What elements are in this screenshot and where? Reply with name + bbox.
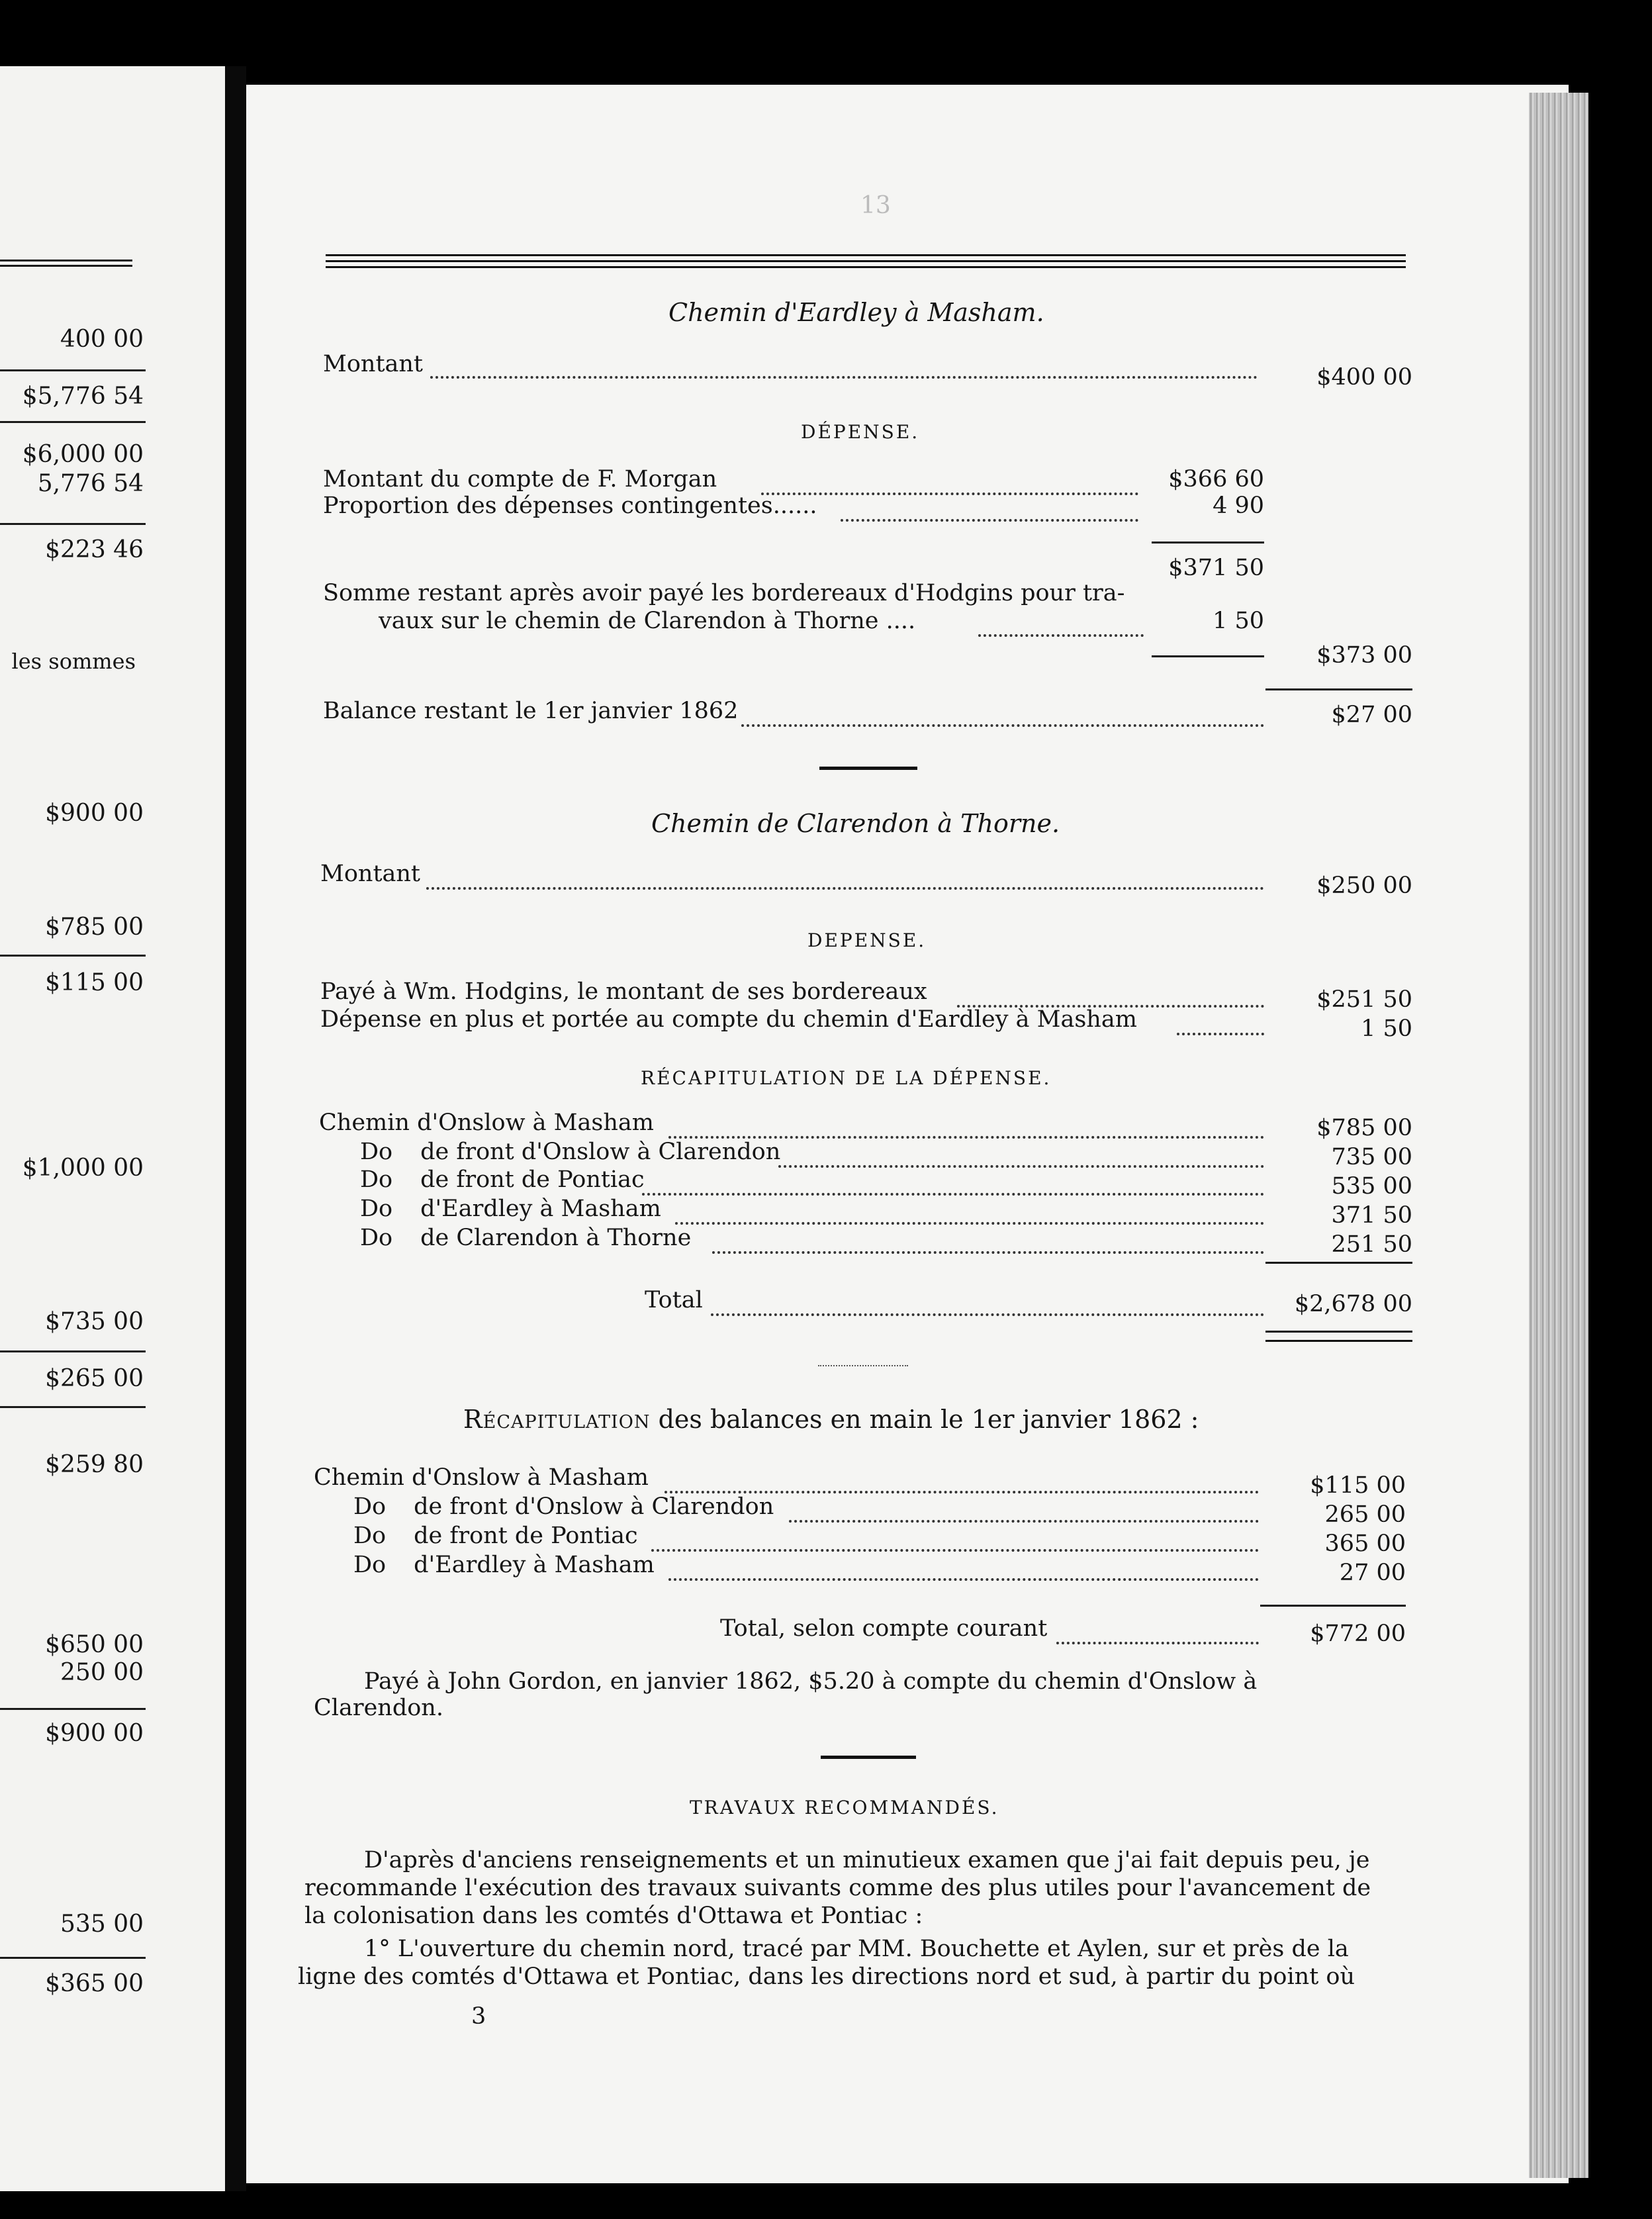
left-rule: [0, 421, 146, 423]
left-value: $900 00: [45, 1720, 144, 1747]
left-page-fragment: [0, 66, 228, 2191]
left-value: $900 00: [45, 800, 144, 827]
balance-row-label: d'Eardley à Masham: [414, 1552, 655, 1578]
travaux-heading: TRAVAUX RECOMMANDÉS.: [690, 1797, 999, 1818]
balance-row-value: $115 00: [1310, 1472, 1406, 1499]
montant-label: Montant: [323, 351, 423, 377]
left-rule: [0, 523, 146, 525]
depense-en-plus-value: 1 50: [1361, 1015, 1412, 1042]
recap-balances-heading-rest: des balances en main le 1er janvier 1862 :: [658, 1405, 1199, 1434]
travaux-p2-line2: ligne des comtés d'Ottawa et Pontiac, dans les directions nord et sud, à partir du point où: [298, 1963, 1355, 1990]
gordon-note-line1: Payé à John Gordon, en janvier 1862, $5.20 à compte du chemin d'Onslow à: [364, 1668, 1258, 1695]
left-value: 400 00: [60, 326, 144, 353]
signature-mark: 3: [471, 2003, 486, 2030]
left-rule: [0, 1708, 146, 1710]
balance-row: [314, 1464, 649, 1491]
section-title-clarendon: Chemin de Clarendon à Thorne.: [651, 809, 1060, 838]
leader-dots: [841, 519, 1138, 522]
recap-balances-heading-sc: Récapitulation: [463, 1405, 651, 1434]
recap-row: [360, 1196, 661, 1222]
balances-total-label: Total, selon compte courant: [720, 1615, 1048, 1642]
recap-row-label: d'Eardley à Masham: [420, 1196, 661, 1222]
recap-row: [360, 1225, 691, 1251]
left-value: $1,000 00: [22, 1155, 144, 1182]
recap-total-double-rule: [1265, 1340, 1412, 1342]
travaux-p1-line3: la colonisation dans les comtés d'Ottawa et Pontiac :: [304, 1903, 923, 1929]
left-rule: [0, 955, 146, 957]
total-rule: [1152, 655, 1264, 657]
contingentes-value: 4 90: [1213, 493, 1264, 519]
leader-dots: [651, 1549, 1259, 1552]
balance-row: [353, 1552, 655, 1578]
section-divider: [819, 767, 917, 770]
left-value: $6,000 00: [22, 441, 144, 468]
leader-dots: [1177, 1033, 1264, 1035]
somme-line1: Somme restant après avoir payé les bordereaux d'Hodgins pour tra-: [323, 580, 1125, 606]
recap-total-rule: [1265, 1262, 1412, 1264]
balance-row-value: 265 00: [1324, 1501, 1406, 1528]
left-value: $115 00: [45, 969, 144, 996]
recap-row-prefix: Chemin: [319, 1110, 410, 1136]
recap-total-double-rule: [1265, 1331, 1412, 1333]
balance-rule: [1265, 688, 1412, 690]
leader-dots: [778, 1165, 1264, 1168]
balances-total-rule: [1260, 1605, 1406, 1607]
left-value: 250 00: [60, 1659, 144, 1686]
left-rule: [0, 1406, 146, 1408]
recap-row-value: 735 00: [1331, 1144, 1412, 1170]
left-value: $259 80: [45, 1451, 144, 1478]
left-value: $5,776 54: [22, 383, 144, 410]
leader-dots: [978, 634, 1144, 637]
page-edge: [1529, 93, 1588, 2178]
recap-total-label: Total: [645, 1287, 703, 1313]
somme-value: 1 50: [1213, 608, 1264, 634]
recap-row-value: 371 50: [1331, 1202, 1412, 1229]
travaux-p1-line2: recommande l'exécution des travaux suivants comme des plus utiles pour l'avancement de: [304, 1875, 1371, 1901]
small-ornament-rule: [818, 1365, 908, 1366]
leader-dots: [426, 887, 1264, 890]
header-double-rule: [326, 254, 1406, 272]
hodgins-label: Payé à Wm. Hodgins, le montant de ses bordereaux: [320, 978, 927, 1005]
gordon-note-line2: Clarendon.: [314, 1695, 443, 1721]
balance-row-value: 365 00: [1324, 1531, 1406, 1557]
recap-row-label: de front d'Onslow à Clarendon: [420, 1139, 781, 1165]
montant-value-2: $250 00: [1316, 873, 1412, 899]
leader-dots: [430, 376, 1258, 379]
recap-row: [360, 1139, 780, 1165]
leader-dots: [712, 1251, 1264, 1254]
leader-dots: [1056, 1642, 1259, 1644]
left-value: 5,776 54: [37, 470, 144, 497]
left-value: $265 00: [45, 1365, 144, 1392]
balance-row-label: de front d'Onslow à Clarendon: [414, 1493, 774, 1520]
balances-total-value: $772 00: [1310, 1621, 1406, 1647]
balance-value: $27 00: [1331, 702, 1412, 728]
recap-row: [360, 1166, 645, 1193]
recap-row-prefix: Do: [360, 1139, 393, 1165]
left-rule: [0, 1957, 146, 1959]
contingentes-label: Proportion des dépenses contingentes......: [323, 493, 817, 519]
travaux-p1-line1: D'après d'anciens renseignements et un minutieux examen que j'ai fait depuis peu, je: [364, 1847, 1370, 1873]
depense-heading-2: DEPENSE.: [807, 929, 927, 951]
montant-value: $400 00: [1316, 364, 1412, 391]
leader-dots: [789, 1520, 1259, 1523]
depense-total-value: $373 00: [1316, 642, 1412, 669]
recap-balances-heading: [463, 1405, 1199, 1434]
left-value: $223 46: [45, 536, 144, 563]
morgan-label: Montant du compte de F. Morgan: [323, 466, 717, 493]
recap-row: [319, 1110, 654, 1136]
section-title-eardley: Chemin d'Eardley à Masham.: [668, 298, 1044, 327]
recap-row-prefix: Do: [360, 1196, 393, 1222]
section-divider: [821, 1756, 916, 1759]
leader-dots: [741, 724, 1264, 727]
left-rule: [0, 1350, 146, 1352]
depense-heading: DÉPENSE.: [801, 421, 920, 443]
balance-row-prefix: Chemin: [314, 1464, 404, 1491]
balance-row-prefix: Do: [353, 1493, 387, 1520]
left-value: $650 00: [45, 1631, 144, 1658]
left-top-rule-2: [0, 265, 132, 267]
leader-dots: [711, 1313, 1264, 1316]
book-spine: [225, 66, 246, 2191]
balance-row: [353, 1493, 774, 1520]
recap-row-label: de front de Pontiac: [420, 1166, 645, 1193]
leader-dots: [761, 493, 1138, 495]
somme-line2: vaux sur le chemin de Clarendon à Thorne ....: [379, 608, 916, 634]
leader-dots: [675, 1222, 1264, 1225]
balance-row-prefix: Do: [353, 1523, 387, 1549]
left-value: $785 00: [45, 914, 144, 941]
subtotal-value: $371 50: [1168, 555, 1264, 581]
hodgins-value: $251 50: [1316, 986, 1412, 1013]
left-value: $735 00: [45, 1308, 144, 1335]
balance-row-value: 27 00: [1339, 1560, 1406, 1586]
morgan-value: $366 60: [1168, 466, 1264, 493]
recap-row-label: d'Onslow à Masham: [417, 1110, 654, 1136]
balance-row-label: de front de Pontiac: [414, 1523, 638, 1549]
travaux-p2-line1: 1° L'ouverture du chemin nord, tracé par MM. Bouchette et Aylen, sur et près de la: [364, 1936, 1349, 1962]
recap-row-value: $785 00: [1316, 1115, 1412, 1141]
leader-dots: [668, 1578, 1259, 1581]
balance-row-prefix: Do: [353, 1552, 387, 1578]
recap-row-prefix: Do: [360, 1225, 393, 1251]
subtotal-rule: [1152, 542, 1264, 543]
left-value: 535 00: [60, 1911, 144, 1938]
left-value: $365 00: [45, 1970, 144, 1997]
montant-label-2: Montant: [320, 861, 420, 887]
left-rule: [0, 369, 146, 371]
left-text: les sommes: [11, 649, 136, 674]
leader-dots: [642, 1193, 1264, 1196]
balance-label: Balance restant le 1er janvier 1862: [323, 698, 739, 724]
recap-row-prefix: Do: [360, 1166, 393, 1193]
balance-row-label: d'Onslow à Masham: [412, 1464, 649, 1491]
balance-row: [353, 1523, 638, 1549]
left-top-rule: [0, 260, 132, 261]
recap-depense-heading: RÉCAPITULATION DE LA DÉPENSE.: [641, 1067, 1052, 1089]
recap-row-value: 251 50: [1331, 1231, 1412, 1258]
recap-total-value: $2,678 00: [1294, 1291, 1412, 1317]
recap-row-label: de Clarendon à Thorne: [420, 1225, 692, 1251]
recap-row-value: 535 00: [1331, 1173, 1412, 1200]
page-folio: 13: [860, 192, 891, 219]
depense-en-plus-label: Dépense en plus et portée au compte du chemin d'Eardley à Masham: [320, 1006, 1137, 1033]
